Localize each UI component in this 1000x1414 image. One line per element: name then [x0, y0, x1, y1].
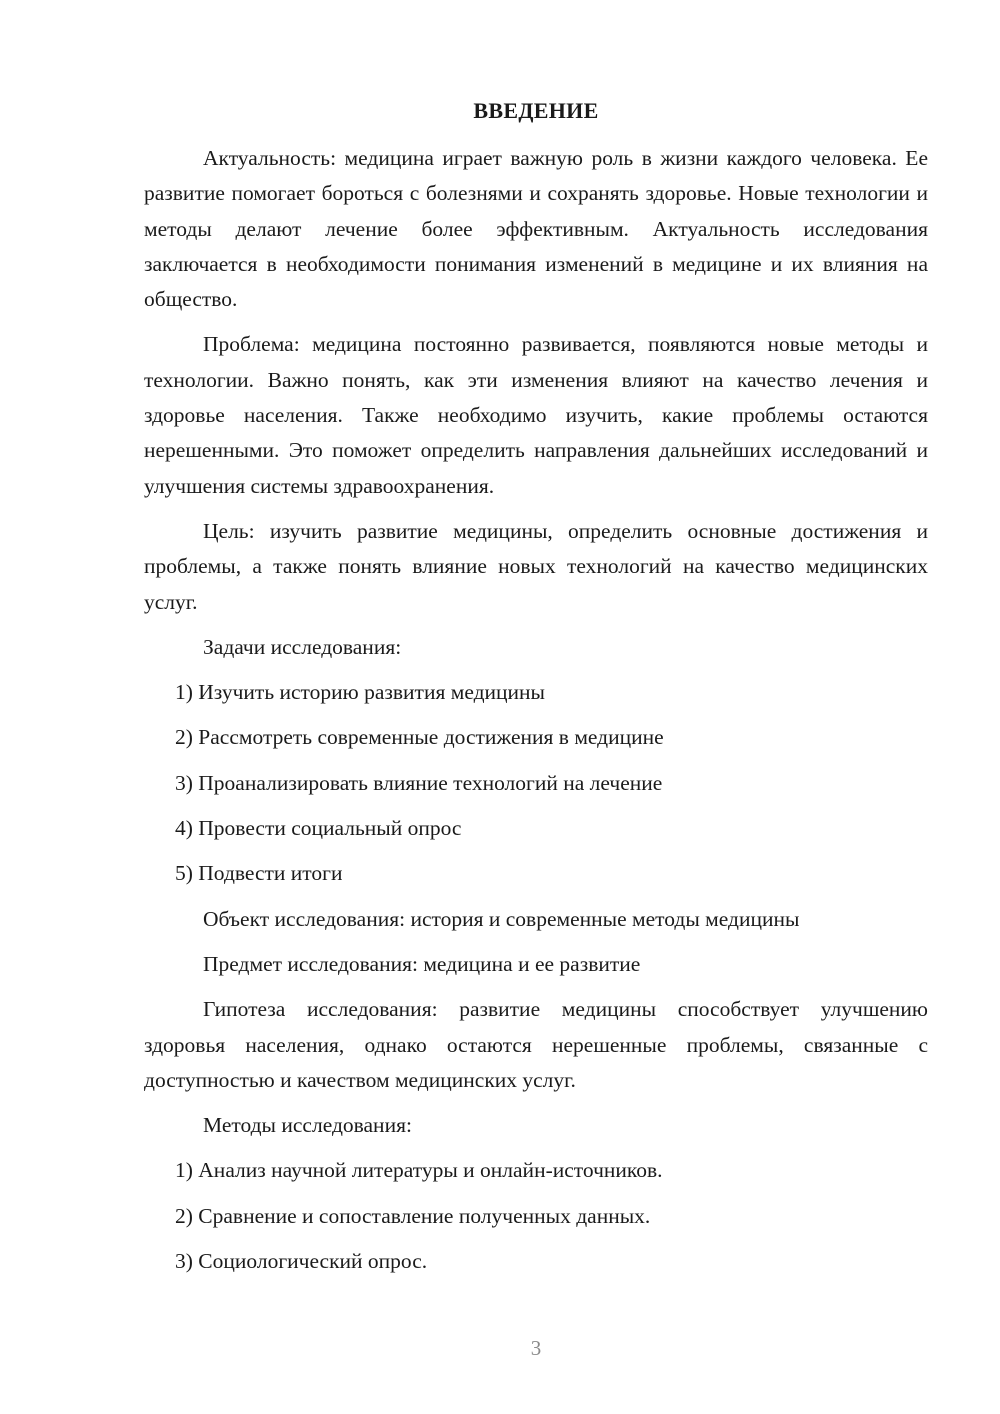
task-item-5: 5) Подвести итоги [175, 861, 343, 886]
document-body [144, 141, 928, 1289]
method-item-2: 2) Сравнение и сопоставление полученных данных. [175, 1203, 651, 1228]
relevance-paragraph: Актуальность: медицина играет важную роль в жизни каждого человека. Ее развитие помогает бороться с болезнями и сохранять здоровье. Новые технологии и методы делают лечение более эффективным. Актуальность исследования заключается в необходимости понимания изменений в медицине и их влияния на общество. [144, 146, 928, 312]
tasks-heading: Задачи исследования: [203, 634, 402, 659]
task-item-2: 2) Рассмотреть современные достижения в медицине [175, 725, 664, 750]
research-object: Объект исследования: история и современные методы медицины [203, 906, 800, 931]
page-number: 3 [530, 1336, 542, 1360]
page-title: ВВЕДЕНИЕ [473, 98, 599, 123]
method-item-3: 3) Социологический опрос. [175, 1249, 428, 1274]
goal-paragraph: Цель: изучить развитие медицины, определить основные достижения и проблемы, а также понять влияние новых технологий на качество медицинских услуг. [144, 518, 928, 614]
task-item-1: 1) Изучить историю развития медицины [175, 680, 545, 705]
problem-paragraph: Проблема: медицина постоянно развивается, появляются новые методы и технологии. Важно понять, как эти изменения влияют на качество лечения и здоровье населения. Также необходимо изучить, какие проблемы остаются нерешенными. Это поможет определить направления дальнейших исследований и улучшения системы здравоохранения. [144, 332, 928, 498]
task-item-3: 3) Проанализировать влияние технологий на лечение [175, 770, 663, 795]
methods-heading: Методы исследования: [203, 1113, 412, 1138]
hypothesis-paragraph: Гипотеза исследования: развитие медицины способствует улучшению здоровья населения, однако остаются нерешенные проблемы, связанные с доступностью и качеством медицинских услуг. [144, 997, 928, 1092]
research-subject: Предмет исследования: медицина и ее развитие [203, 951, 641, 976]
method-item-1: 1) Анализ научной литературы и онлайн-источников. [175, 1158, 663, 1183]
task-item-4: 4) Провести социальный опрос [175, 816, 462, 841]
